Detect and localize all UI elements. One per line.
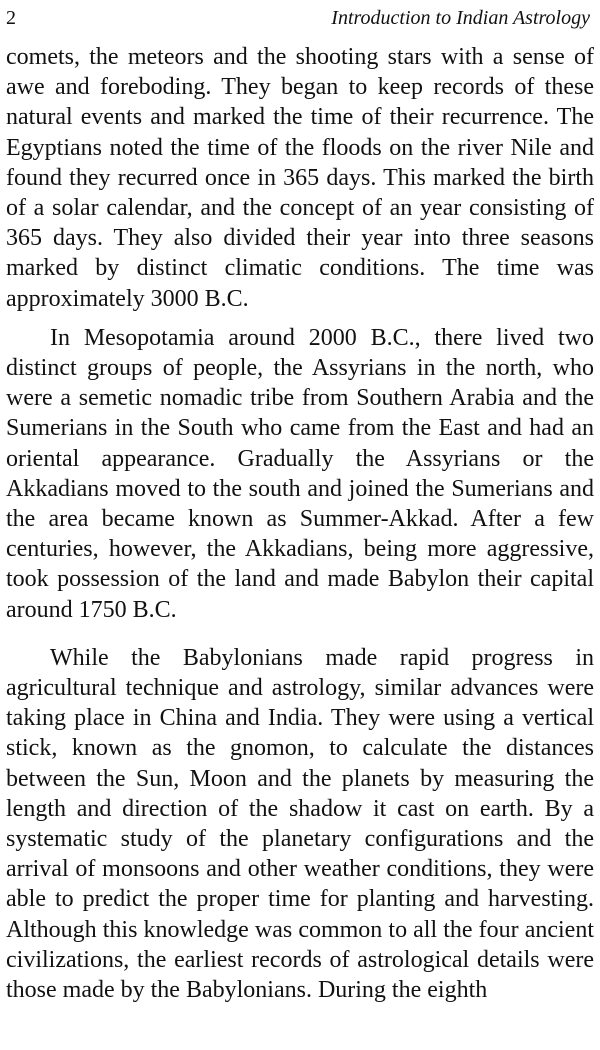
paragraph-spacer xyxy=(6,625,594,643)
paragraph-mesopotamia: In Mesopotamia around 2000 B.C., there lived two distinct groups of people, the Assyrians in the north, who were a semetic nomadic tribe from Southern Arabia and the Sumerians in the South who came from the East and had an oriental appearance. Gradually the Assyrians or the Akkadians moved to the south and joined the Sumerians and the area became known as Summer-Akkad. After a few centuries, however, the Akkadians, being more aggressive, took possession of the land and made Babylon their capital around 1750 B.C. xyxy=(6,324,594,623)
paragraph-spacer xyxy=(6,314,594,323)
book-page xyxy=(6,0,594,1005)
book-title: Introduction to Indian Astrology xyxy=(331,7,590,29)
paragraph-babylonians: While the Babylonians made rapid progress in agricultural technique and astrology, similar advances were taking place in China and India. They were using a vertical stick, known as the gnomon, to calculate the distances between the Sun, Moon and the planets by measuring the length and direction of the shadow it cast on earth. By a systematic study of the planetary configurations and the arrival of monsoons and other weather conditions, they were able to predict the proper time for planting and harvesting. Although this knowledge was common to all the four ancient civilizations, the earliest records of astrological details were those made by the Babylonians. During the eighth xyxy=(6,644,594,1004)
page-number: 2 xyxy=(6,7,16,29)
running-head xyxy=(6,6,594,42)
paragraph-egyptian-calendar: comets, the meteors and the shooting stars with a sense of awe and foreboding. They began to keep records of these natural events and marked the time of their recurrence. The Egyptians noted the time of the floods on the river Nile and found they recurred once in 365 days. This marked the birth of a solar calendar, and the concept of an year consisting of 365 days. They also divided their year into three seasons marked by distinct climatic conditions. The time was approximately 3000 B.C. xyxy=(6,44,594,312)
